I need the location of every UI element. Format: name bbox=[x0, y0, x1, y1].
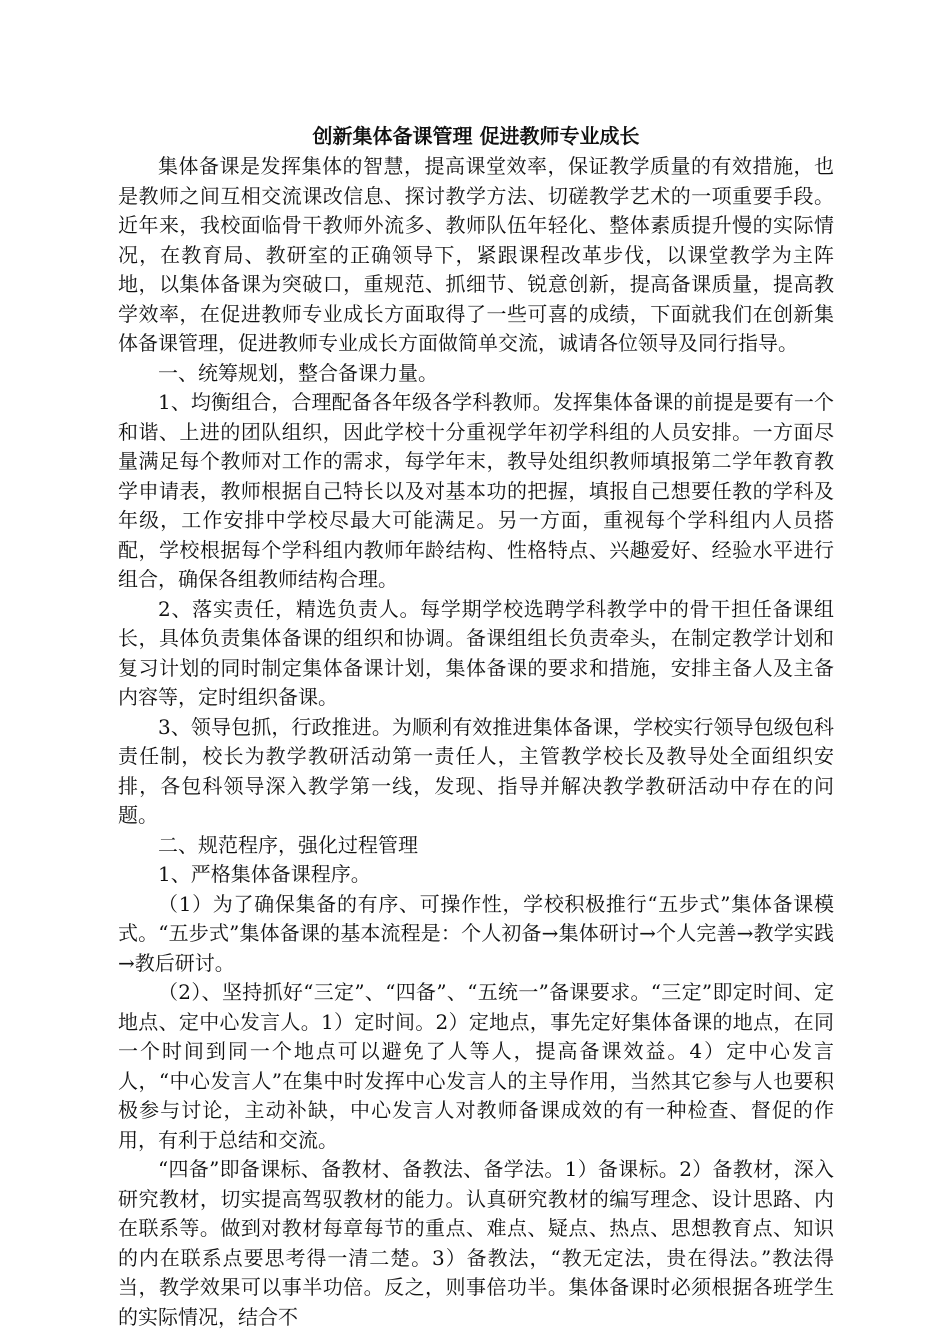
paragraph-1-2: 2、落实责任，精选负责人。每学期学校选聘学科教学中的骨干担任备课组长，具体负责集体备课的组织和协调。备课组组长负责牵头，在制定教学计划和复习计划的同时制定集体备课计划，集体备课的要求和措施，安排主备人及主备内容等，定时组织备课。 bbox=[118, 596, 834, 709]
section-heading-2: 二、规范程序，强化过程管理 bbox=[158, 832, 418, 857]
paragraph-1-3: 3、领导包抓，行政推进。为顺利有效推进集体备课，学校实行领导包级包科责任制，校长为教学教研活动第一责任人，主管教学校长及教导处全面组织安排，各包科领导深入教学第一线，发现、指导并解决教学教研活动中存在的问题。 bbox=[118, 714, 834, 827]
section-heading-1: 一、统筹规划，整合备课力量。 bbox=[158, 360, 438, 385]
paragraph-2-1-1: （1）为了确保集备的有序、可操作性，学校积极推行“五步式”集体备课模式。“五步式”集体备课的基本流程是：个人初备→集体研讨→个人完善→教学实践→教后研讨。 bbox=[118, 891, 834, 975]
paragraph-1-1: 1、均衡组合，合理配备各年级各学科教师。发挥集体备课的前提是要有一个和谐、上进的团队组织，因此学校十分重视学年初学科组的人员安排。一方面尽量满足每个教师对工作的需求，每学年末，教导处组织教师填报第二学年教育教学申请表，教师根据自己特长以及对基本功的把握，填报自己想要任教的学科及年级，工作安排中学校尽最大可能满足。另一方面，重视每个学科组内人员搭配，学校根据每个学科组内教师年龄结构、性格特点、兴趣爱好、经验水平进行组合，确保各组教师结构合理。 bbox=[118, 390, 834, 591]
paragraph-2-1-3: “四备”即备课标、备教材、备教法、备学法。1）备课标。2）备教材，深入研究教材，切实提高驾驭教材的能力。认真研究教材的编写理念、设计思路、内在联系等。做到对教材每章每节的重点、难点、疑点、热点、思想教育点、知识的内在联系点要思考得一清二楚。3）备教法，“教无定法，贵在得法。”教法得当，教学效果可以事半功倍。反之，则事倍功半。集体备课时必须根据各班学生的实际情况，结合不 bbox=[118, 1157, 834, 1329]
paragraph-2-1-2: （2）、坚持抓好“三定”、“四备”、“五统一”备课要求。“三定”即定时间、定地点、定中心发言人。1）定时间。2）定地点，事先定好集体备课的地点，在同一个时间到同一个地点可以避免了人等人，提高备课效益。4）定中心发言人，“中心发言人”在集中时发挥中心发言人的主导作用，当然其它参与人也要积极参与讨论，主动补缺，中心发言人对教师备课成效的有一种检查、督促的作用，有利于总结和交流。 bbox=[118, 980, 834, 1152]
document-title: 创新集体备课管理 促进教师专业成长 bbox=[312, 124, 640, 148]
document-page bbox=[118, 120, 834, 1332]
paragraph-intro: 集体备课是发挥集体的智慧，提高课堂效率，保证教学质量的有效措施，也是教师之间互相交流课改信息、探讨教学方法、切磋教学艺术的一项重要手段。近年来，我校面临骨干教师外流多、教师队伍年轻化、整体素质提升慢的实际情况，在教育局、教研室的正确领导下，紧跟课程改革步伐，以课堂教学为主阵地，以集体备课为突破口，重规范、抓细节、锐意创新，提高备课质量，提高教学效率，在促进教师专业成长方面取得了一些可喜的成绩，下面就我们在创新集体备课管理，促进教师专业成长方面做简单交流，诚请各位领导及同行指导。 bbox=[118, 154, 834, 355]
subheading-2-1: 1、严格集体备课程序。 bbox=[158, 862, 371, 886]
